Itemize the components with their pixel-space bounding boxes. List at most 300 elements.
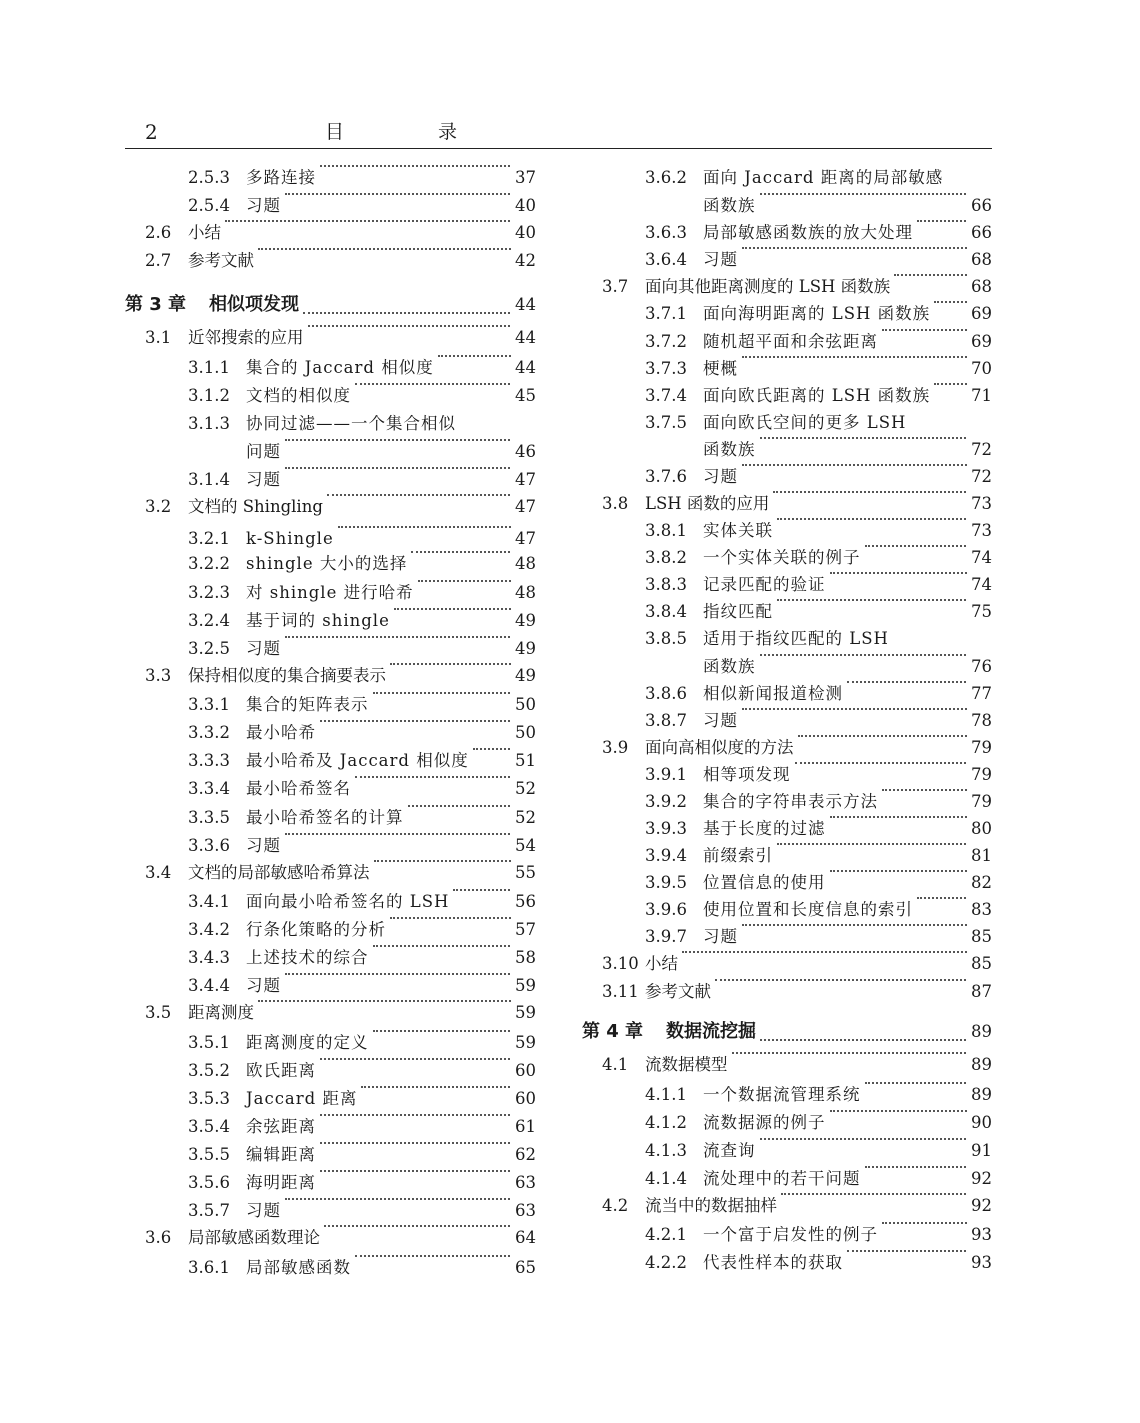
toc-entry-page: 81 [967,843,992,869]
toc-entry-title: 集合的字符串表示方法 [703,789,880,815]
toc-entry-number: 4.1.4 [645,1169,687,1188]
page-number: 2 [145,120,158,144]
leader-dots [258,248,514,250]
toc-entry-page: 72 [967,464,992,490]
toc-entry[interactable] [125,917,536,943]
toc-entry-page: 59 [511,1000,536,1026]
toc-entry-page: 47 [511,467,536,493]
toc-entry-page: 91 [967,1138,992,1164]
toc-entry[interactable] [125,776,536,802]
toc-entry-number: 3.8 [602,494,629,513]
toc-entry-page: 79 [967,789,992,815]
toc-entry-page: 60 [511,1086,536,1112]
toc-entry[interactable] [582,681,992,707]
toc-entry-page: 45 [511,383,536,409]
toc-entry[interactable] [582,518,992,544]
toc-entry-title: 参考文献 [188,248,256,274]
toc-entry-number: 3.10 [602,954,639,973]
toc-entry[interactable] [582,979,992,1005]
toc-entry[interactable] [125,1086,536,1112]
toc-entry-number: 第 3 章 [125,294,187,315]
toc-entry[interactable] [125,1030,536,1056]
toc-entry-number: 3.6 [145,1228,172,1247]
toc-entry-number: 3.1.2 [188,386,230,405]
toc-entry[interactable] [125,551,536,577]
toc-entry[interactable] [125,383,536,409]
toc-entry[interactable] [582,762,992,788]
toc-entry-title: 习题 [246,973,283,999]
leader-dots [934,383,970,385]
leader-dots [777,599,970,601]
toc-entry-title: 指纹匹配 [703,599,775,625]
toc-entry-number: 3.2.4 [188,611,230,630]
toc-entry[interactable] [582,545,992,571]
leader-dots [361,1086,514,1088]
toc-entry-title: 基于词的 shingle [246,608,392,634]
toc-entry[interactable] [125,325,536,351]
toc-entry-title: 海明距离 [246,1170,318,1196]
leader-dots [847,1250,970,1252]
leader-dots [760,437,970,439]
toc-entry-number: 3.9.2 [645,792,687,811]
leader-dots [258,1000,514,1002]
toc-entry-page: 71 [967,383,992,409]
toc-entry-title: 实体关联 [703,518,775,544]
leader-dots [917,220,970,222]
toc-entry[interactable] [582,924,992,950]
toc-entry-title: k-Shingle [246,526,336,552]
toc-entry[interactable] [582,247,992,273]
toc-entry-page: 89 [967,1082,992,1108]
toc-entry-page: 48 [511,551,536,577]
toc-entry-page: 79 [967,735,992,761]
leader-dots [285,439,514,441]
toc-entry[interactable] [582,301,992,327]
toc-entry-number: 2.5.4 [188,196,230,215]
toc-entry-number: 3.1.4 [188,470,230,489]
toc-entry-title: 数据流挖掘 [666,1017,758,1047]
leader-dots [320,1058,514,1060]
leader-dots [411,551,514,553]
toc-entry-page: 75 [967,599,992,625]
toc-entry-number: 3.1 [145,328,172,347]
toc-entry[interactable] [125,748,536,774]
toc-entry-number: 3.8.1 [645,521,687,540]
toc-entry[interactable] [125,220,536,246]
toc-entry[interactable] [582,572,992,598]
toc-entry-title: 协同过滤——一个集合相似 [246,411,458,437]
toc-entry-page: 68 [967,274,992,300]
toc-entry[interactable] [582,897,992,923]
toc-entry-number: 3.7.6 [645,467,687,486]
toc-entry-page: 85 [967,951,992,977]
toc-entry[interactable] [125,1198,536,1224]
toc-entry[interactable] [125,973,536,999]
toc-entry-title: 一个实体关联的例子 [703,545,863,571]
toc-entry[interactable] [125,1225,536,1251]
toc-entry-number: 4.1.2 [645,1113,687,1132]
toc-entry[interactable] [582,464,992,490]
toc-entry[interactable] [582,1052,992,1078]
toc-entry-page: 44 [511,355,536,381]
toc-entry-number: 3.4 [145,863,172,882]
toc-entry-number: 3.9 [602,738,629,757]
toc-entry-number: 3.3 [145,666,172,685]
toc-entry[interactable] [582,843,992,869]
toc-entry[interactable] [125,663,536,689]
toc-entry[interactable] [125,805,536,831]
leader-dots [438,355,514,357]
toc-entry-title: 基于长度的过滤 [703,816,828,842]
leader-dots [798,735,970,737]
toc-entry-page: 63 [511,1198,536,1224]
toc-entry-number: 3.5.1 [188,1033,230,1052]
toc-entry-page: 51 [511,748,536,774]
toc-entry-title: 欧氏距离 [246,1058,318,1084]
toc-entry-number: 3.11 [602,982,639,1001]
toc-entry-title: 习题 [246,467,283,493]
toc-entry-number: 第 4 章 [582,1021,644,1042]
toc-entry[interactable] [125,193,536,219]
toc-entry[interactable] [125,1000,536,1026]
toc-entry[interactable] [582,437,992,463]
toc-entry[interactable] [582,1166,992,1192]
toc-entry-page: 73 [967,491,992,517]
toc-entry-number: 2.6 [145,223,172,242]
toc-entry-title: LSH 函数的应用 [645,491,771,517]
leader-dots [285,467,514,469]
toc-entry-title: 问题 [246,439,283,465]
toc-entry-page: 69 [967,329,992,355]
toc-entry-title: 行条化策略的分析 [246,917,388,943]
toc-entry-title: 面向其他距离测度的 LSH 函数族 [645,274,892,300]
toc-entry[interactable] [582,220,992,246]
toc-entry[interactable] [582,626,992,652]
toc-chapter-entry[interactable] [582,1017,992,1047]
leader-dots [777,843,970,845]
toc-entry[interactable] [582,1082,992,1108]
toc-entry[interactable] [125,467,536,493]
toc-entry-title: 相等项发现 [703,762,793,788]
toc-entry-title: 随机超平面和余弦距离 [703,329,880,355]
toc-entry[interactable] [125,355,536,381]
toc-entry[interactable] [582,1138,992,1164]
toc-entry[interactable] [125,1255,536,1281]
toc-entry-page: 54 [511,833,536,859]
toc-entry-page: 89 [967,1052,992,1078]
toc-entry[interactable] [125,945,536,971]
toc-entry-title: 流数据模型 [645,1052,730,1078]
toc-entry-page: 79 [967,762,992,788]
toc-entry-title: Jaccard 距离 [246,1086,359,1112]
toc-entry-title: 习题 [246,1198,283,1224]
toc-entry-title: 适用于指纹匹配的 LSH [703,626,891,652]
leader-dots [882,329,970,331]
toc-entry-title: 使用位置和长度信息的索引 [703,897,915,923]
toc-entry-title: 文档的局部敏感哈希算法 [188,860,372,886]
toc-entry[interactable] [125,860,536,886]
toc-entry-number: 3.2.3 [188,583,230,602]
leader-dots [882,789,970,791]
toc-entry-page: 50 [511,720,536,746]
leader-dots [830,816,970,818]
toc-entry-number: 3.9.3 [645,819,687,838]
toc-entry-page: 56 [511,889,536,915]
toc-entry-page: 52 [511,805,536,831]
leader-dots [390,663,514,665]
toc-entry-page: 55 [511,860,536,886]
toc-entry[interactable] [582,708,992,734]
toc-entry-title: 最小哈希签名 [246,776,353,802]
toc-entry[interactable] [582,193,992,219]
leader-dots [320,1142,514,1144]
leader-dots [327,494,514,496]
toc-entry-page: 48 [511,580,536,606]
toc-entry-title: 小结 [188,220,223,246]
toc-entry[interactable] [125,636,536,662]
toc-entry-number: 3.3.1 [188,695,230,714]
toc-entry-number: 4.1.1 [645,1085,687,1104]
toc-entry-number: 3.6.4 [645,250,687,269]
toc-entry-number: 3.5.3 [188,1089,230,1108]
leader-dots [865,1166,970,1168]
leader-dots [777,518,970,520]
leader-dots [408,805,514,807]
toc-entry-title: 前缀索引 [703,843,775,869]
toc-entry-number: 3.9.1 [645,765,687,784]
toc-entry[interactable] [125,439,536,465]
toc-entry-page: 59 [511,1030,536,1056]
toc-entry-title: 对 shingle 进行哈希 [246,580,416,606]
leader-dots [760,1138,970,1140]
toc-entry-number: 3.3.4 [188,779,230,798]
toc-entry-number: 3.2.5 [188,639,230,658]
toc-entry[interactable] [582,329,992,355]
toc-entry-page: 74 [967,545,992,571]
leader-dots [373,692,514,694]
toc-entry-number: 3.6.3 [645,223,687,242]
toc-entry-title: 集合的 Jaccard 相似度 [246,355,436,381]
toc-entry-page: 46 [511,439,536,465]
toc-entry-page: 47 [511,494,536,520]
toc-entry-title: 集合的矩阵表示 [246,692,371,718]
toc-entry-page: 49 [511,608,536,634]
toc-entry-page: 70 [967,356,992,382]
leader-dots [320,1170,514,1172]
toc-entry-title: 近邻搜索的应用 [188,325,306,351]
header-rule [125,148,992,149]
toc-entry-number: 3.4.3 [188,948,230,967]
toc-entry[interactable] [582,735,992,761]
toc-entry[interactable] [582,816,992,842]
toc-entry[interactable] [582,654,992,680]
toc-entry-number: 3.4.2 [188,920,230,939]
toc-entry-number: 3.9.5 [645,873,687,892]
leader-dots [285,193,514,195]
toc-entry-number: 3.3.6 [188,836,230,855]
toc-entry-number: 3.7.4 [645,386,687,405]
toc-chapter-entry[interactable] [125,290,536,320]
toc-entry-page: 60 [511,1058,536,1084]
toc-entry[interactable] [125,720,536,746]
toc-entry-page: 92 [967,1166,992,1192]
toc-entry-page: 66 [967,193,992,219]
toc-entry-number: 3.7.3 [645,359,687,378]
leader-dots [682,951,970,953]
toc-entry[interactable] [582,356,992,382]
toc-entry-number: 3.6.2 [645,168,687,187]
toc-entry[interactable] [125,526,536,552]
leader-dots [773,491,970,493]
toc-entry-page: 90 [967,1110,992,1136]
toc-entry-page: 61 [511,1114,536,1140]
leader-dots [453,889,514,891]
toc-entry-page: 64 [511,1225,536,1251]
toc-entry-title: 多路连接 [246,165,318,191]
toc-entry-page: 44 [511,290,536,320]
toc-entry-title: 位置信息的使用 [703,870,828,896]
toc-entry-number: 3.3.3 [188,751,230,770]
toc-entry[interactable] [582,274,992,300]
toc-entry-number: 3.9.6 [645,900,687,919]
toc-entry[interactable] [125,833,536,859]
toc-entry-number: 4.2.1 [645,1225,687,1244]
toc-entry[interactable] [582,1250,992,1276]
toc-entry-number: 4.2.2 [645,1253,687,1272]
leader-dots [324,1225,514,1227]
leader-dots [308,325,514,327]
leader-dots [742,924,970,926]
toc-entry-page: 63 [511,1170,536,1196]
leader-dots [865,545,970,547]
toc-entry-number: 3.8.2 [645,548,687,567]
toc-entry-page: 58 [511,945,536,971]
leader-dots [285,973,514,975]
toc-entry-title: 余弦距离 [246,1114,318,1140]
toc-entry-page: 92 [967,1193,992,1219]
toc-entry[interactable] [582,870,992,896]
toc-entry-number: 3.1.3 [188,414,230,433]
toc-entry-title: 局部敏感函数 [246,1255,353,1281]
toc-entry-page: 82 [967,870,992,896]
toc-entry[interactable] [125,411,536,437]
toc-entry-title: 习题 [246,833,283,859]
toc-entry-title: 函数族 [703,193,758,219]
leader-dots [338,526,514,528]
toc-entry[interactable] [582,491,992,517]
toc-entry-title: 习题 [703,924,740,950]
leader-dots [355,776,514,778]
toc-entry-page: 73 [967,518,992,544]
toc-entry[interactable] [125,580,536,606]
leader-dots [320,720,514,722]
toc-entry-number: 4.1 [602,1055,629,1074]
toc-entry-title: 面向海明距离的 LSH 函数族 [703,301,932,327]
toc-entry-page: 65 [511,1255,536,1281]
toc-entry-page: 85 [967,924,992,950]
toc-entry-page: 87 [967,979,992,1005]
toc-entry-number: 3.4.4 [188,976,230,995]
toc-entry[interactable] [582,410,992,436]
toc-entry[interactable] [125,608,536,634]
toc-entry-page: 62 [511,1142,536,1168]
leader-dots [285,1198,514,1200]
toc-entry[interactable] [125,1058,536,1084]
leader-dots [830,1110,970,1112]
toc-entry-title: 一个富于启发性的例子 [703,1222,880,1248]
leader-dots [742,247,970,249]
toc-entry[interactable] [125,1142,536,1168]
toc-entry-page: 69 [967,301,992,327]
toc-entry[interactable] [125,889,536,915]
toc-entry-number: 3.7.2 [645,332,687,351]
toc-entry[interactable] [582,1110,992,1136]
leader-dots [285,833,514,835]
leader-dots [934,301,970,303]
toc-entry[interactable] [582,165,992,191]
header-title: 目 录 [325,121,502,143]
leader-dots [355,383,514,385]
toc-entry[interactable] [582,1193,992,1219]
leader-dots [742,464,970,466]
toc-entry-title: 函数族 [703,654,758,680]
toc-entry[interactable] [582,789,992,815]
toc-entry-number: 3.3.5 [188,808,230,827]
toc-entry-title: 习题 [703,247,740,273]
toc-entry[interactable] [582,383,992,409]
leader-dots [781,1193,970,1195]
toc-entry[interactable] [125,248,536,274]
leader-dots [473,748,514,750]
leader-dots [418,580,514,582]
toc-entry-number: 3.2 [145,497,172,516]
toc-entry-page: 93 [967,1250,992,1276]
leader-dots [303,312,514,314]
toc-entry[interactable] [582,1222,992,1248]
toc-entry-title: 最小哈希及 Jaccard 相似度 [246,748,471,774]
toc-entry-number: 3.5.4 [188,1117,230,1136]
leader-dots [355,1255,514,1257]
toc-entry-title: 局部敏感函数理论 [188,1225,322,1251]
toc-entry-number: 3.1.1 [188,358,230,377]
toc-entry[interactable] [582,951,992,977]
toc-entry[interactable] [582,599,992,625]
leader-dots [374,860,514,862]
toc-entry-title: 习题 [246,636,283,662]
leader-dots [760,193,970,195]
toc-entry-title: 最小哈希签名的计算 [246,805,406,831]
toc-entry-number: 3.8.7 [645,711,687,730]
leader-dots [394,608,514,610]
leader-dots [795,762,970,764]
toc-entry[interactable] [125,494,536,520]
leader-dots [742,356,970,358]
toc-entry-page: 83 [967,897,992,923]
toc-entry-title: 一个数据流管理系统 [703,1082,863,1108]
toc-entry[interactable] [125,1114,536,1140]
toc-entry[interactable] [125,165,536,191]
toc-entry-title: 面向 Jaccard 距离的局部敏感 [703,165,945,191]
toc-entry-title: shingle 大小的选择 [246,551,409,577]
toc-entry-page: 50 [511,692,536,718]
toc-entry[interactable] [125,1170,536,1196]
toc-entry[interactable] [125,692,536,718]
toc-entry-title: 编辑距离 [246,1142,318,1168]
leader-dots [894,274,970,276]
toc-entry-title: 习题 [703,464,740,490]
toc-entry-page: 74 [967,572,992,598]
toc-entry-title: 面向欧氏空间的更多 LSH [703,410,908,436]
